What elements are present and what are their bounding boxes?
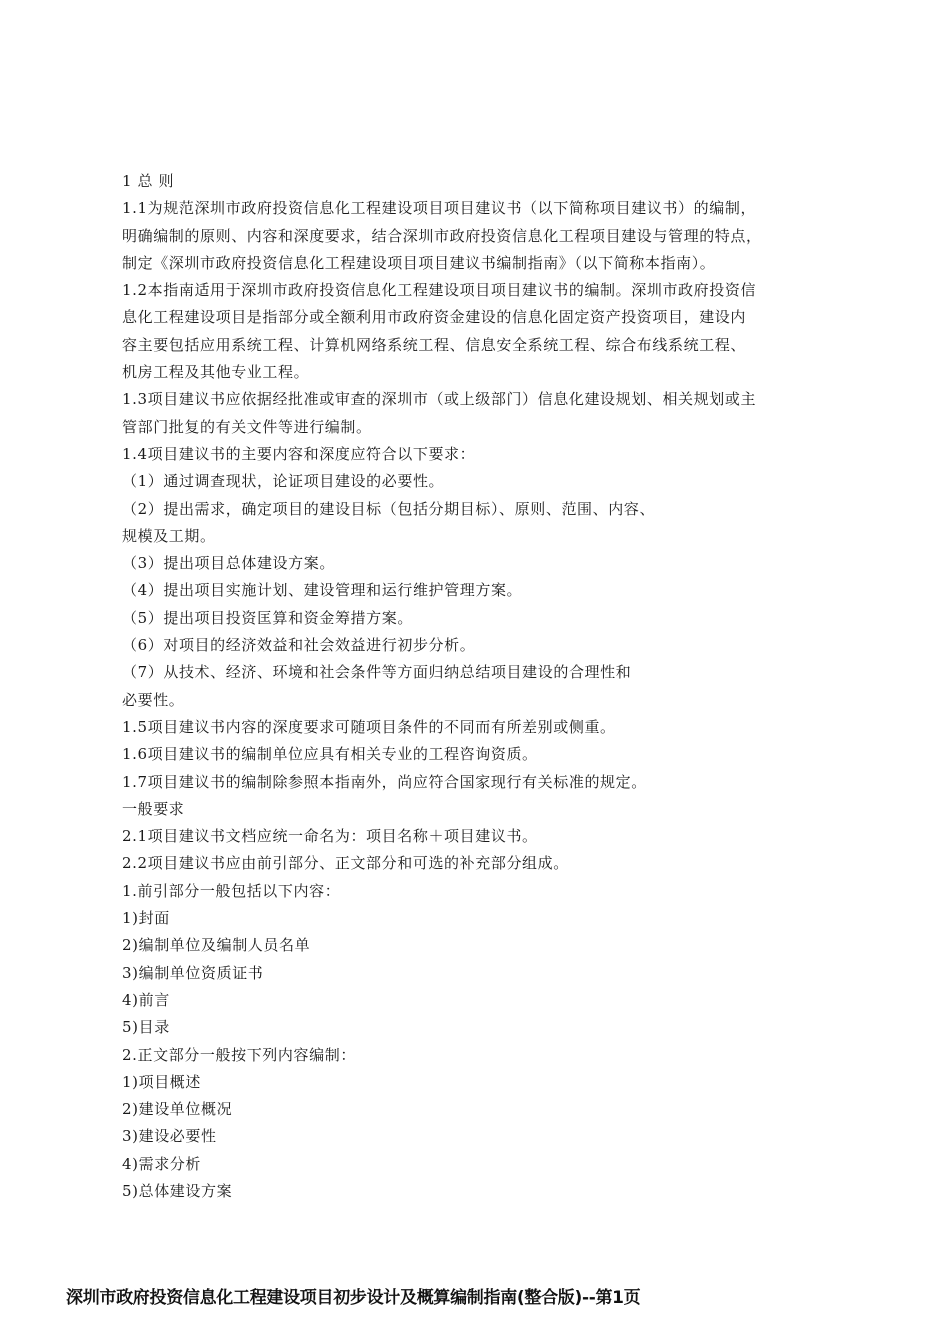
list-item: 1)封面 — [122, 909, 170, 928]
section-heading: 1 总 则 — [122, 172, 175, 190]
list-item: （4）提出项目实施计划、建设管理和运行维护管理方案。 — [122, 581, 523, 600]
list-item: 规模及工期。 — [122, 526, 216, 545]
list-item: （3）提出项目总体建设方案。 — [122, 554, 335, 573]
list-item: 3)建设必要性 — [122, 1127, 217, 1146]
page-footer: 深圳市政府投资信息化工程建设项目初步设计及概算编制指南(整合版)--第1页 — [66, 1288, 641, 1308]
list-item: 1)项目概述 — [122, 1072, 201, 1091]
list-item: （7）从技术、经济、环境和社会条件等方面归纳总结项目建设的合理性和 — [122, 663, 632, 682]
list-item: 3)编制单位资质证书 — [122, 963, 264, 982]
paragraph-line: 容主要包括应用系统工程、计算机网络系统工程、信息安全系统工程、综合布线系统工程、 — [122, 335, 747, 354]
list-item: 5)目录 — [122, 1018, 170, 1037]
paragraph-line: 1.2本指南适用于深圳市政府投资信息化工程建设项目项目建议书的编制。深圳市政府投资信 — [122, 281, 757, 300]
list-item: 2)建设单位概况 — [122, 1100, 233, 1119]
section-heading: 一般要求 — [122, 799, 185, 818]
paragraph-line: 明确编制的原则、内容和深度要求，结合深圳市政府投资信息化工程项目建设与管理的特点， — [122, 226, 762, 245]
list-item: 4)需求分析 — [122, 1154, 201, 1173]
list-item: 必要性。 — [122, 690, 185, 709]
paragraph-line: 1.6项目建议书的编制单位应具有相关专业的工程咨询资质。 — [122, 745, 538, 764]
paragraph-line: 管部门批复的有关文件等进行编制。 — [122, 417, 372, 436]
list-item: （5）提出项目投资匡算和资金筹措方案。 — [122, 608, 413, 627]
list-item: 4)前言 — [122, 990, 170, 1009]
paragraph-line: 2.正文部分一般按下列内容编制： — [122, 1045, 356, 1064]
paragraph-line: 1.3项目建议书应依据经批准或审查的深圳市（或上级部门）信息化建设规划、相关规划或主 — [122, 390, 757, 409]
paragraph-line: 1.7项目建议书的编制除参照本指南外，尚应符合国家现行有关标准的规定。 — [122, 772, 647, 791]
paragraph-line: 1.5项目建议书内容的深度要求可随项目条件的不同而有所差别或侧重。 — [122, 717, 616, 736]
paragraph-line: 机房工程及其他专业工程。 — [122, 363, 310, 382]
paragraph-line: 2.1项目建议书文档应统一命名为：项目名称＋项目建议书。 — [122, 827, 538, 846]
list-item: （1）通过调查现状，论证项目建设的必要性。 — [122, 472, 445, 491]
paragraph-line: 息化工程建设项目是指部分或全额利用市政府资金建设的信息化固定资产投资项目，建设内 — [122, 308, 747, 327]
paragraph-line: 1.1为规范深圳市政府投资信息化工程建设项目项目建议书（以下简称项目建议书）的编制， — [122, 199, 757, 218]
list-item: （2）提出需求，确定项目的建设目标（包括分期目标）、原则、范围、内容、 — [122, 499, 656, 518]
paragraph-line: 制定《深圳市政府投资信息化工程建设项目项目建议书编制指南》（以下简称本指南）。 — [122, 253, 716, 272]
paragraph-line: 1.4项目建议书的主要内容和深度应符合以下要求： — [122, 444, 476, 463]
document-body — [122, 168, 862, 1205]
list-item: （6）对项目的经济效益和社会效益进行初步分析。 — [122, 636, 476, 655]
paragraph-line: 2.2项目建议书应由前引部分、正文部分和可选的补充部分组成。 — [122, 854, 569, 873]
paragraph-line: 1.前引部分一般包括以下内容： — [122, 881, 341, 900]
list-item: 5)总体建设方案 — [122, 1181, 233, 1200]
list-item: 2)编制单位及编制人员名单 — [122, 936, 311, 955]
